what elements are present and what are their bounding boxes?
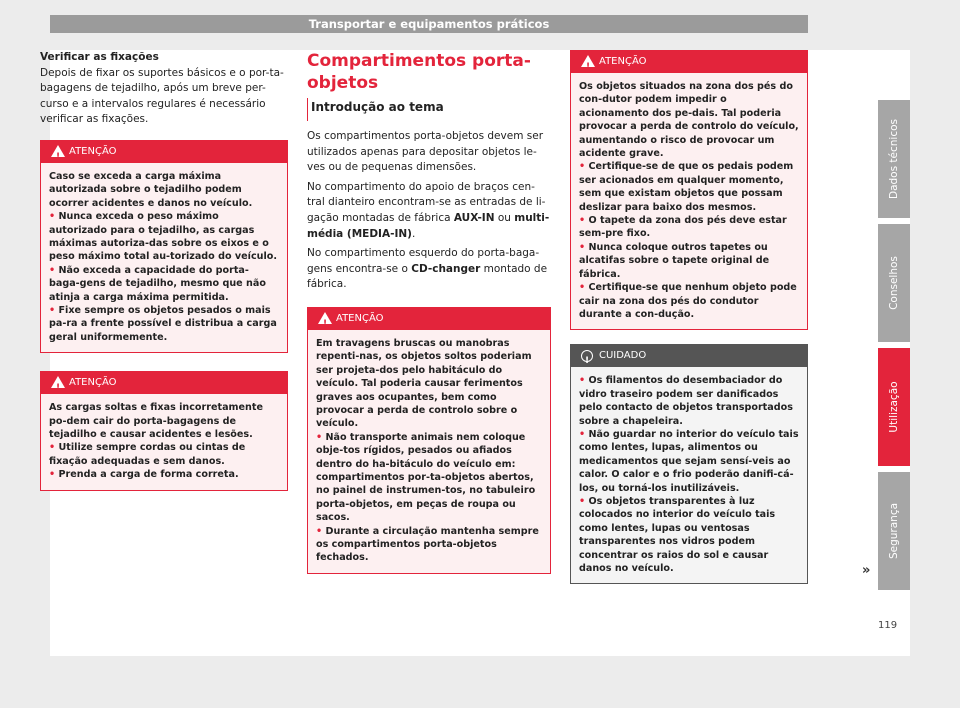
column-1 (40, 50, 288, 491)
tab-conselhos[interactable]: Conselhos (878, 224, 910, 342)
tab-utilizacao[interactable]: Utilização (878, 348, 910, 466)
warning-header (571, 51, 807, 73)
warning-icon (318, 312, 332, 324)
warning-box-3 (307, 307, 551, 574)
page-header: Transportar e equipamentos práticos (50, 15, 808, 33)
warning-label: ATENÇÃO (69, 377, 117, 389)
sidebar (878, 50, 910, 656)
sub-title: Introdução ao tema (307, 98, 551, 121)
caution-header (571, 345, 807, 367)
warning-intro: As cargas soltas e fixas incorretamente po-dem cair do porta-bagagens de tejadilho e causar acidentes e lesões. (49, 402, 263, 441)
warning-label: ATENÇÃO (599, 56, 647, 67)
list-item: • Não transporte animais nem coloque obje-tos rígidos, pesados ou afiados dentro do ha-bitáculo do veículo em: compartimentos por-ta-objetos abertos, no painel de instrumen-tos, no tabuleiro porta-objetos, em peças de roupa ou sacos. (316, 431, 542, 525)
list-item: • Nunca coloque outros tapetes ou alcatifas sobre o tapete original de fábrica. (579, 241, 799, 281)
tab-dados-tecnicos[interactable]: Dados técnicos (878, 100, 910, 218)
warning-header (308, 308, 550, 330)
column-2 (307, 50, 551, 574)
list-item: • Fixe sempre os objetos pesados o mais pa-ra a frente possível e distribua a carga geral uniformemente. (49, 304, 279, 344)
warning-intro: Os objetos situados na zona dos pés do con-dutor podem impedir o acionamento dos pe-dais. Tal poderia provocar a perda de controlo do veículo, aumentando o risco de provocar um acidente grave. (579, 81, 799, 160)
paragraph-verificar: Depois de fixar os suportes básicos e o por-ta-bagagens de tejadilho, após um breve per-curso e a intervalos regulares é necessário verificar as fixações. (40, 66, 284, 126)
section-title: Compartimentos porta-objetos (307, 51, 531, 93)
warning-intro: Caso se exceda a carga máxima autorizada sobre o tejadilho podem ocorrer acidentes e danos no veículo. (49, 170, 253, 209)
paragraph-2: No compartimento do apoio de braços cen-tral dianteiro encontram-se as entradas de li-gação montadas de fábrica AUX-IN ou multi-média (MEDIA-IN). (307, 180, 550, 240)
list-item: • Certifique-se de que os pedais podem ser acionados em qualquer momento, sem que existam objetos que possam deslizar para baixo dos mesmos. (579, 160, 799, 214)
column-3 (570, 50, 808, 584)
warning-label: ATENÇÃO (69, 145, 117, 157)
warning-box-4 (570, 50, 808, 330)
list-item: • Os filamentos do desembaciador do vidro traseiro podem ser danificados pelo contacto de objetos transportados sobre a chapeleira. (579, 374, 799, 428)
warning-body (571, 73, 807, 329)
continue-arrow-icon: » (862, 563, 871, 578)
list-item: • Certifique-se que nenhum objeto pode cair na zona dos pés do condutor durante a con-dução. (579, 281, 799, 321)
tab-seguranca[interactable]: Segurança (878, 472, 910, 590)
caution-icon (581, 350, 593, 362)
warning-box-1 (40, 140, 288, 353)
warning-header (41, 372, 287, 394)
warning-label: ATENÇÃO (336, 312, 384, 324)
list-item: • O tapete da zona dos pés deve estar sem-pre fixo. (579, 214, 799, 241)
warning-intro: Em travagens bruscas ou manobras repenti-nas, os objetos soltos poderiam ser projeta-dos pelo habitáculo do veículo. Tal poderia causar ferimentos graves aos ocupantes, bem como provocar a perda de controlo sobre o veículo. (316, 337, 532, 430)
warning-box-2 (40, 371, 288, 490)
list-item: • Nunca exceda o peso máximo autorizado para o tejadilho, as cargas máximas autoriza-das sobre os eixos e o peso máximo total au-torizado do veículo. (49, 210, 279, 264)
caution-label: CUIDADO (599, 350, 647, 362)
list-item: • Prenda a carga de forma correta. (49, 468, 279, 481)
warning-body (41, 394, 287, 489)
caution-body (571, 367, 807, 583)
list-item: • Não exceda a capacidade do porta-baga-gens de tejadilho, mesmo que não atinja a carga máxima permitida. (49, 264, 279, 304)
paragraph-3: No compartimento esquerdo do porta-baga-gens encontra-se o CD-changer montado de fábrica. (307, 247, 548, 291)
caution-box (570, 344, 808, 584)
warning-body (41, 163, 287, 352)
heading-verificar: Verificar as fixações (40, 51, 159, 63)
page-number: 119 (878, 620, 898, 631)
list-item: • Os objetos transparentes à luz colocados no interior do veículo tais como lentes, lupas ou ventosas transparentes nos vidros podem concentrar os raios do sol e causar danos no veículo. (579, 495, 799, 575)
list-item: • Durante a circulação mantenha sempre os compartimentos porta-objetos fechados. (316, 525, 542, 565)
warning-header (41, 141, 287, 163)
warning-body (308, 330, 550, 573)
list-item: • Não guardar no interior do veículo tais como lentes, lupas, alimentos ou medicamentos que sejam sensí-veis ao calor. O calor e o frio poderão danifi-cá-los, ou torná-los inutilizáveis. (579, 428, 799, 495)
warning-icon (51, 376, 65, 388)
warning-icon (51, 145, 65, 157)
warning-icon (581, 55, 595, 67)
paragraph-1: Os compartimentos porta-objetos devem ser utilizados apenas para depositar objetos le-ves ou de pequenas dimensões. (307, 130, 544, 174)
list-item: • Utilize sempre cordas ou cintas de fixação adequadas e sem danos. (49, 441, 279, 468)
